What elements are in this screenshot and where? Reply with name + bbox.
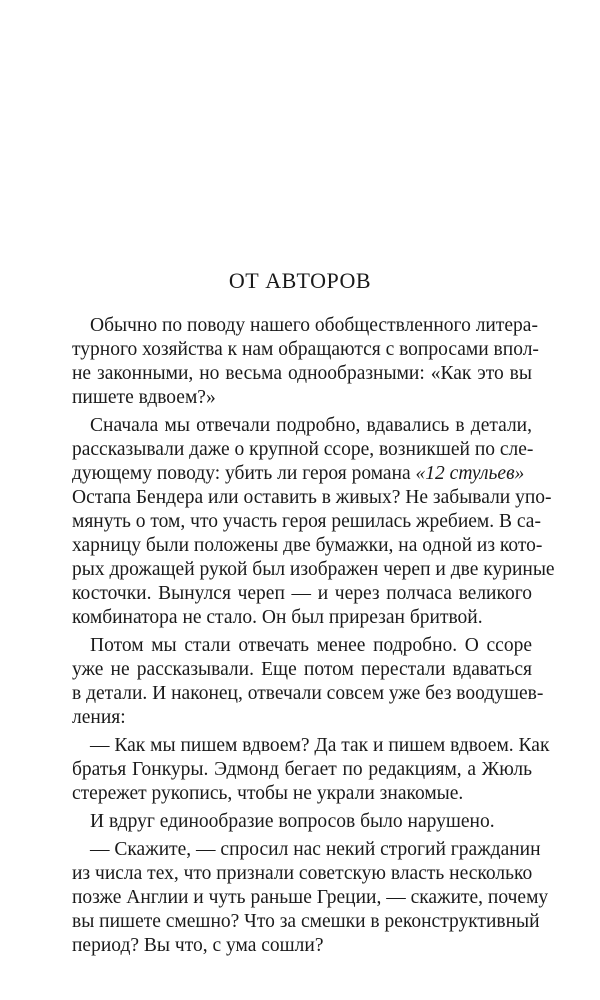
text-line: рых дрожащей рукой был изображен череп и две куриные bbox=[72, 559, 555, 580]
text-line: не законными, но весьма однообразными: «Как это вы bbox=[72, 363, 532, 384]
text-line: Обычно по поводу нашего обобществленного литера- bbox=[90, 315, 538, 336]
text-line: И вдруг единообразие вопросов было нарушено. bbox=[90, 811, 495, 832]
novel-title: «12 стульев» bbox=[415, 463, 525, 484]
text-line: уже не рассказывали. Еще потом перестали вдаваться bbox=[72, 659, 532, 680]
text-line: мянуть о том, что участь героя решилась жребием. В са- bbox=[72, 511, 541, 532]
text-line: в детали. И наконец, отвечали совсем уже без воодушев- bbox=[72, 683, 544, 704]
text-line: — Скажите, — спросил нас некий строгий гражданин bbox=[90, 839, 541, 860]
text-line: комбинатора не стало. Он был прирезан бритвой. bbox=[72, 607, 483, 628]
text-line: Потом мы стали отвечать менее подробно. О ссоре bbox=[90, 635, 532, 656]
text-line: из числа тех, что признали советскую власть несколько bbox=[72, 863, 533, 884]
text-line: харницу были положены две бумажки, на одной из кото- bbox=[72, 535, 543, 556]
text-line: пишете вдвоем?» bbox=[72, 387, 216, 408]
text-line: позже Англии и чуть раньше Греции, — скажите, почему bbox=[72, 887, 549, 908]
text-line: Сначала мы отвечали подробно, вдавались в детали, bbox=[90, 415, 532, 436]
text-line: турного хозяйства к нам обращаются с вопросами впол- bbox=[72, 339, 539, 360]
chapter-title: ОТ АВТОРОВ bbox=[228, 268, 372, 293]
text-line bbox=[72, 462, 532, 486]
text-line: период? Вы что, с ума сошли? bbox=[72, 935, 324, 956]
text-line: рассказывали даже о крупной ссоре, возникшей по сле- bbox=[72, 439, 534, 460]
chapter-body bbox=[72, 314, 555, 958]
text-line: вы пишете смешно? Что за смешки в реконструктивный bbox=[72, 911, 540, 932]
text-line: ления: bbox=[72, 707, 126, 728]
text-line: стережет рукопись, чтобы не украли знакомые. bbox=[72, 783, 464, 804]
text-line: братья Гонкуры. Эдмонд бегает по редакциям, а Жюль bbox=[72, 759, 532, 780]
text-fragment: дующему поводу: убить ли героя романа bbox=[72, 463, 416, 484]
text-line: — Как мы пишем вдвоем? Да так и пишем вдвоем. Как bbox=[90, 735, 550, 756]
text-line: Остапа Бендера или оставить в живых? Не забывали упо- bbox=[72, 487, 552, 508]
text-line: косточки. Вынулся череп — и через полчаса великого bbox=[72, 583, 532, 604]
